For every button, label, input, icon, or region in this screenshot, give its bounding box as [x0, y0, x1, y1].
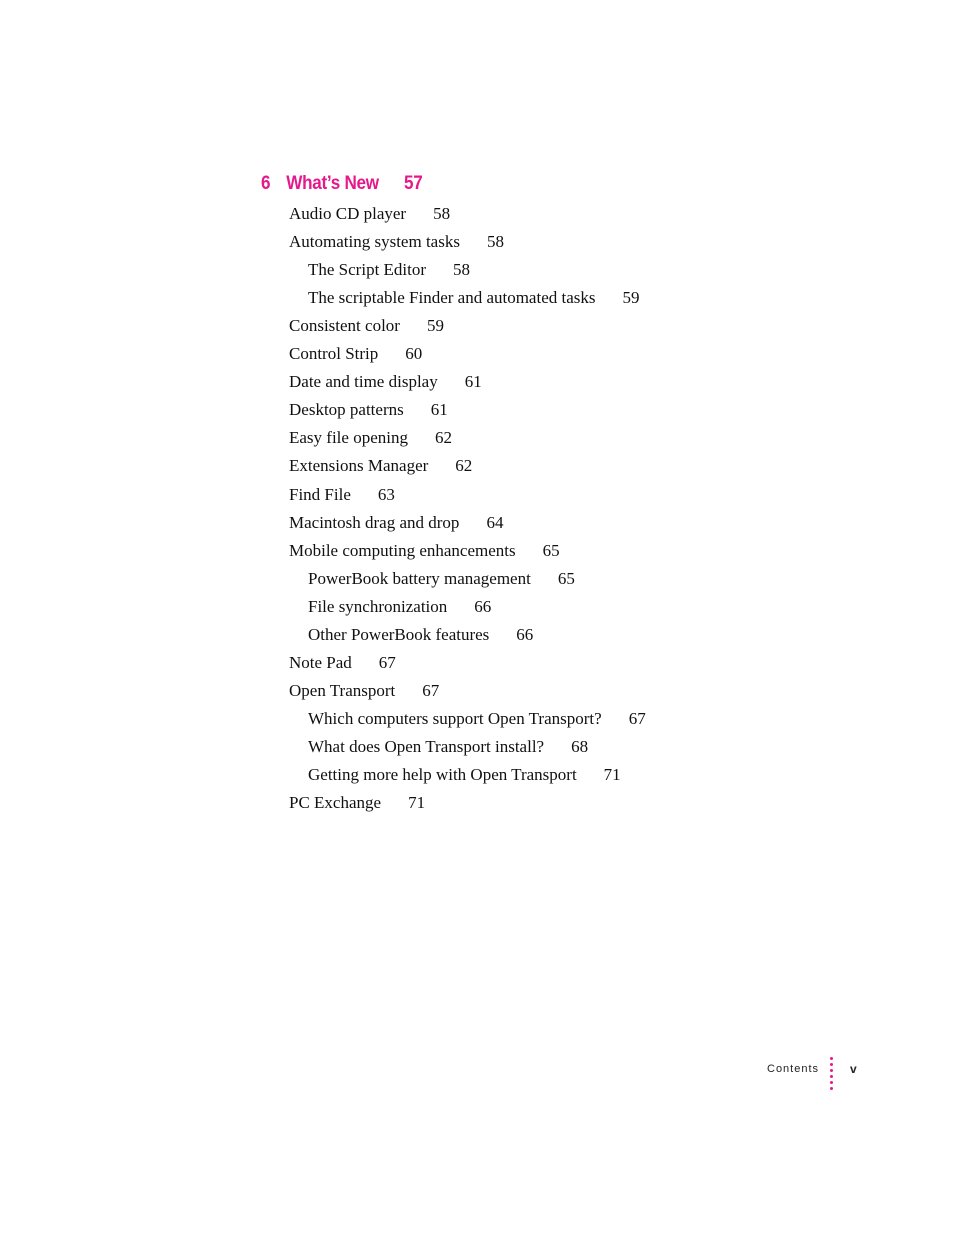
toc-entry-page: 63: [377, 485, 395, 504]
toc-entry-page: 61: [430, 400, 448, 419]
toc-entry-title: Find File: [289, 485, 351, 504]
toc-entry-page: 59: [622, 288, 640, 307]
toc-entry[interactable]: [289, 791, 425, 815]
toc-entry-title: Which computers support Open Transport?: [308, 709, 602, 728]
footer-page-number: v: [850, 1062, 857, 1076]
toc-subentry[interactable]: [308, 258, 470, 282]
toc-entry-title: Getting more help with Open Transport: [308, 765, 577, 784]
chapter-heading: [261, 173, 423, 195]
toc-entry[interactable]: [289, 679, 439, 703]
toc-entry-page: 64: [486, 513, 504, 532]
toc-entry-title: Note Pad: [289, 653, 352, 672]
toc-subentry[interactable]: [308, 595, 491, 619]
toc-entry[interactable]: [289, 398, 448, 422]
toc-subentry[interactable]: [308, 763, 621, 787]
toc-entry-title: Macintosh drag and drop: [289, 513, 460, 532]
toc-entry[interactable]: [289, 230, 504, 254]
toc-entry-page: 67: [422, 681, 440, 700]
toc-entry[interactable]: [289, 202, 450, 226]
toc-entry-title: Easy file opening: [289, 428, 408, 447]
footer-dotted-rule: [830, 1057, 834, 1097]
toc-entry-title: Extensions Manager: [289, 456, 429, 475]
toc-entry[interactable]: [289, 651, 396, 675]
toc-entry-page: 67: [378, 653, 396, 672]
toc-entry-title: The scriptable Finder and automated tasks: [308, 288, 596, 307]
toc-entry[interactable]: [289, 314, 444, 338]
toc-subentry[interactable]: [308, 286, 640, 310]
toc-entry-page: 62: [434, 428, 452, 447]
chapter-title: What’s New: [286, 173, 379, 194]
toc-entry-title: Mobile computing enhancements: [289, 541, 516, 560]
toc-entry-page: 62: [455, 456, 473, 475]
toc-entry-title: Desktop patterns: [289, 400, 404, 419]
chapter-page: 57: [404, 173, 423, 194]
toc-entry-page: 60: [405, 344, 423, 363]
toc-entry[interactable]: [289, 511, 503, 535]
toc-entry-page: 66: [516, 625, 534, 644]
toc-entry[interactable]: [289, 342, 422, 366]
toc-subentry[interactable]: [308, 623, 533, 647]
toc-entry-title: Other PowerBook features: [308, 625, 490, 644]
toc-entry-title: The Script Editor: [308, 260, 427, 279]
toc-subentry[interactable]: [308, 707, 646, 731]
toc-entry-page: 58: [486, 232, 504, 251]
toc-subentry[interactable]: [308, 735, 588, 759]
toc-entry[interactable]: [289, 454, 472, 478]
toc-entry-page: 71: [408, 793, 426, 812]
toc-entry-page: 71: [603, 765, 621, 784]
footer-section-label: Contents: [767, 1063, 820, 1075]
toc-entry-title: What does Open Transport install?: [308, 737, 545, 756]
toc-entry-page: 67: [628, 709, 646, 728]
toc-subentry[interactable]: [308, 567, 575, 591]
toc-entry[interactable]: [289, 539, 560, 563]
toc-entry-title: Open Transport: [289, 681, 396, 700]
toc-entry-page: 61: [464, 372, 482, 391]
toc-entry-page: 58: [433, 204, 451, 223]
toc-entry-title: Control Strip: [289, 344, 379, 363]
toc-entry-page: 59: [426, 316, 444, 335]
toc-entry-page: 65: [557, 569, 575, 588]
chapter-number: 6: [261, 173, 271, 194]
toc-entry-title: File synchronization: [308, 597, 448, 616]
toc-entry-title: Date and time display: [289, 372, 438, 391]
toc-entry-title: Automating system tasks: [289, 232, 460, 251]
toc-entry-page: 68: [571, 737, 589, 756]
toc-entry-page: 66: [474, 597, 492, 616]
toc-entry-title: Consistent color: [289, 316, 400, 335]
toc-entry[interactable]: [289, 426, 452, 450]
toc-entry-page: 65: [542, 541, 560, 560]
toc-entry-title: PC Exchange: [289, 793, 382, 812]
toc-entry-page: 58: [453, 260, 471, 279]
toc-entry-title: PowerBook battery management: [308, 569, 531, 588]
toc-entry-title: Audio CD player: [289, 204, 407, 223]
toc-entry[interactable]: [289, 483, 395, 507]
toc-entry[interactable]: [289, 370, 482, 394]
